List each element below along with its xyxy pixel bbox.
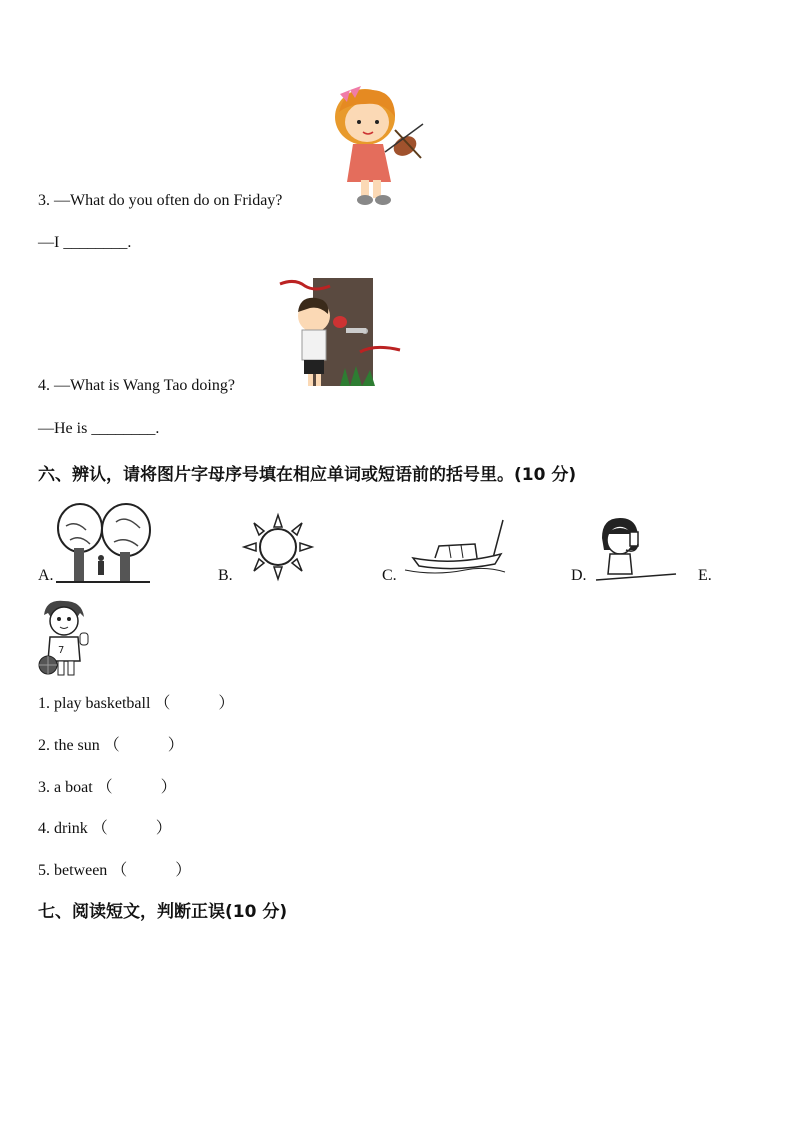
label-a: A. bbox=[38, 567, 54, 584]
trees-illustration bbox=[56, 500, 150, 584]
item-4: 4. drink （ ） bbox=[38, 820, 172, 837]
boy-knocking-door-illustration bbox=[280, 276, 405, 394]
q4-question: 4. —What is Wang Tao doing? bbox=[38, 377, 235, 394]
q3-question: 3. —What do you often do on Friday? bbox=[38, 192, 283, 209]
girl-drinking-illustration bbox=[596, 516, 678, 584]
basketball-boy-illustration bbox=[36, 599, 92, 677]
girl-violin-illustration bbox=[325, 82, 430, 210]
item-3: 3. a boat （ ） bbox=[38, 779, 177, 796]
item-2: 2. the sun （ ） bbox=[38, 737, 184, 754]
boat-illustration bbox=[405, 518, 507, 580]
section6-title: 六、辨认，请将图片字母序号填在相应单词或短语前的括号里。(10 分) bbox=[38, 465, 577, 485]
item-1: 1. play basketball （ ） bbox=[38, 695, 235, 712]
svg-text:7: 7 bbox=[58, 645, 65, 656]
label-e: E. bbox=[698, 567, 712, 584]
item-5: 5. between （ ） bbox=[38, 862, 192, 879]
q4-answer: —He is ________. bbox=[38, 420, 160, 437]
section7-title: 七、阅读短文，判断正误(10 分) bbox=[38, 902, 288, 922]
q3-answer: —I ________. bbox=[38, 234, 132, 251]
label-c: C. bbox=[382, 567, 397, 584]
label-d: D. bbox=[571, 567, 587, 584]
label-b: B. bbox=[218, 567, 233, 584]
sun-illustration bbox=[242, 513, 314, 581]
